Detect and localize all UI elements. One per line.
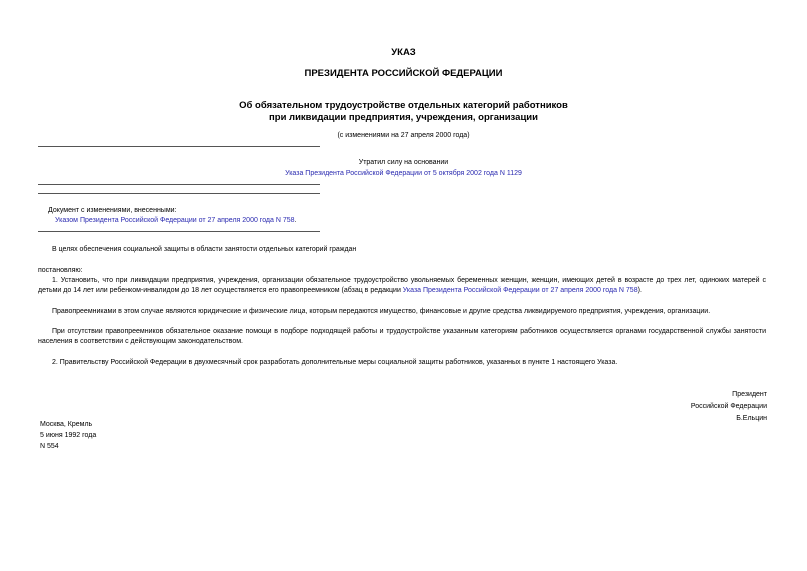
changes-link-suffix: .	[294, 217, 297, 224]
preamble: В целях обеспечения социальной защиты в области занятости отдельных категорий граждан	[52, 246, 357, 253]
decree-word: постановляю:	[38, 267, 83, 274]
amendment-note: (с изменениями на 27 апреля 2000 года)	[337, 132, 470, 139]
footer-number: N 554	[40, 443, 59, 450]
signature-country: Российской Федерации	[690, 403, 767, 410]
decree-issuer: ПРЕЗИДЕНТА РОССИЙСКОЙ ФЕДЕРАЦИИ	[304, 68, 503, 79]
repeal-link[interactable]: Указа Президента Российской Федерации от 5 октября 2002 года N 1129	[285, 170, 522, 177]
changes-label: Документ с изменениями, внесенными:	[48, 207, 177, 214]
divider	[38, 146, 320, 147]
footer-place: Москва, Кремль	[40, 421, 93, 428]
paragraph-1	[38, 276, 766, 296]
changes-row	[55, 216, 297, 225]
paragraph-1-link[interactable]: Указа Президента Российской Федерации от 27 апреля 2000 года N 758	[402, 287, 638, 294]
decree-subject-line-1: Об обязательном трудоустройстве отдельных категорий работников	[239, 100, 568, 111]
paragraph-1-end: ).	[637, 287, 642, 294]
footer-date: 5 июня 1992 года	[40, 432, 97, 439]
divider	[38, 184, 320, 185]
paragraph-4: 2. Правительству Российской Федерации в двухмесячный срок разработать дополнительные меры социальной защиты работников, указанных в пункте 1 настоящего Указа.	[52, 359, 618, 366]
divider	[38, 193, 320, 194]
decree-title: УКАЗ	[391, 47, 416, 58]
signature-name: Б.Ельцин	[736, 415, 767, 422]
footer-block	[40, 420, 96, 451]
paragraph-2: Правопреемниками в этом случае являются юридические и физические лица, которым передаются имущество, финансовые и другие средства ликвидируемого предприятия, учреждения, организации.	[52, 308, 711, 315]
signature-block	[691, 390, 767, 423]
paragraph-3: При отсутствии правопреемников обязательное оказание помощи в подборе подходящей работы и трудоустройстве указанным категориям работников осуществляется органами государственной службы занятости населения в соответствии с действующим законодательством.	[38, 328, 766, 345]
decree-subject-line-2: при ликвидации предприятия, учреждения, организации	[269, 112, 538, 123]
paragraph-1-text: 1. Установить, что при ликвидации предприятия, учреждения, организации обязательное трудоустройство увольняемых беременных женщин, женщин, имеющих детей в возрасте до трех лет, одиноких матерей с детьми до 14 лет или ребенком-инвалидом до 18 лет осуществляется его правопреемником (абзац в редакции	[38, 277, 766, 294]
changes-link[interactable]: Указом Президента Российской Федерации от 27 апреля 2000 года N 758	[55, 217, 295, 224]
repeal-label: Утратил силу на основании	[358, 159, 449, 166]
signature-title: Президент	[732, 391, 767, 398]
divider	[38, 231, 320, 232]
